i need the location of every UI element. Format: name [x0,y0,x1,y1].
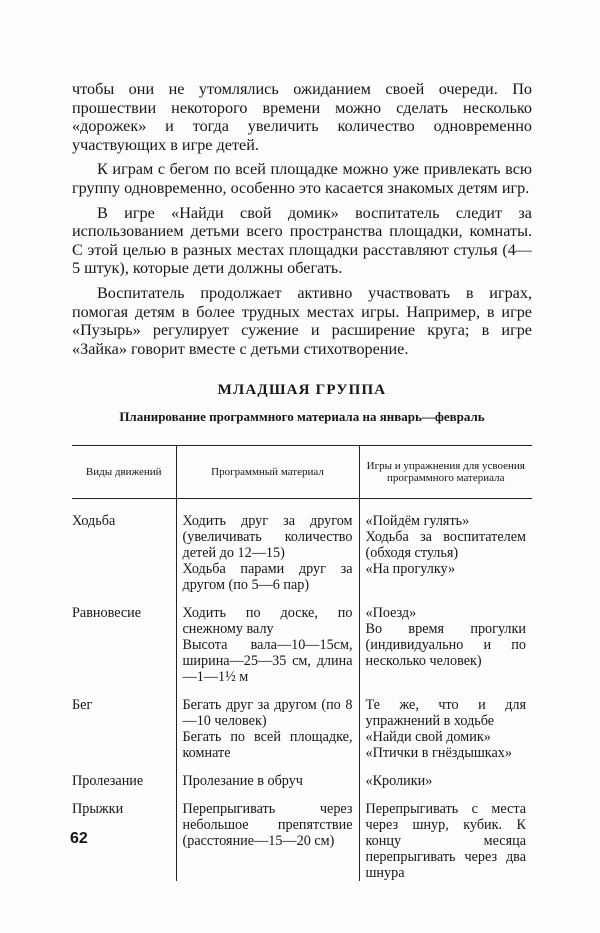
games-line: Те же, что и для упражнений в ходьбе [365,697,526,730]
material-line: Высота вала—10—15см, ширина—25—35 см, длина—1—1½ м [182,637,353,686]
header-material: Программный материал [176,446,359,499]
material-line: Бегать по всей площадке, комнате [182,729,353,762]
material-line: Перепрыгивать через небольшое препятствие (расстояние—15—20 см) [182,801,353,850]
cell-material [176,773,359,789]
cell-material [176,801,359,881]
paragraph-1: чтобы они не утомлялись ожиданием своей очереди. По прошествии некоторого времени можно сделать несколько «дорожек» и тогда увеличить количество одновременно участвующих в игре детей. [72,80,532,154]
cell-kind: Бег [72,697,93,714]
cell-material [176,499,359,594]
games-line: «Найди свой домик» [365,729,491,746]
table-row [72,697,532,761]
page-number: 62 [70,830,88,847]
cell-games [359,801,532,881]
material-line: Ходить друг за другом (увеличивать количество детей до 12—15) [182,513,353,562]
table-row [72,801,532,881]
table-header-row [72,446,532,499]
table-row [72,773,532,789]
games-line: «На прогулку» [365,561,456,578]
games-line: Во время прогулки (индивидуально и по несколько человек) [365,621,526,670]
games-line: «Кролики» [365,773,433,790]
games-line: Ходьба за воспитателем (обходя стулья) [365,529,526,562]
paragraph-4: Воспитатель продолжает активно участвовать в играх, помогая детям в более трудных местах игры. Например, в игре «Пузырь» регулирует сужение и расширение круга; в игре «Зайка» говорит вместе с детьми стихотворение. [72,283,532,358]
cell-kind: Пролезание [72,773,144,790]
cell-games [359,499,532,594]
cell-material [176,697,359,761]
section-heading: МЛАДШАЯ ГРУППА [217,382,387,399]
material-line: Пролезание в обруч [182,773,303,790]
cell-games [359,697,532,761]
games-line: «Пойдём гулять» [365,513,470,530]
cell-kind: Равновесие [72,605,142,622]
paragraph-2: К играм с бегом по всей площадке можно уже привлекать всю группу одновременно, особенно это касается знакомых детям игр. [72,160,532,197]
paragraph-3: В игре «Найди свой домик» воспитатель следит за использованием детьми всего пространства площадки, комнаты. С этой целью в разных местах площадки расставляют стулья (4—5 штук), которые дети должны обегать. [72,203,532,278]
material-line: Бегать друг за другом (по 8—10 человек) [182,697,353,730]
cell-games [359,605,532,685]
header-games: Игры и упражнения для усвоения программного материала [359,446,532,499]
table-row [72,499,532,594]
cell-games [359,773,532,789]
section-subheading: Планирование программного материала на январь—февраль [119,409,485,425]
header-kinds: Виды движений [72,446,176,499]
cell-kind: Прыжки [72,801,124,818]
page-content [72,80,532,881]
games-line: Перепрыгивать с места через шнур, кубик. К концу месяца перепрыгивать через два шнура [365,801,526,882]
material-line: Ходить по доске, по снежному валу [182,605,353,638]
games-line: «Птички в гнёздышках» [365,745,512,762]
table-row [72,605,532,685]
games-line: «Поезд» [365,605,417,622]
program-table [72,445,532,881]
cell-material [176,605,359,685]
cell-kind: Ходьба [72,513,116,530]
material-line: Ходьба парами друг за другом (по 5—6 пар) [182,561,353,594]
